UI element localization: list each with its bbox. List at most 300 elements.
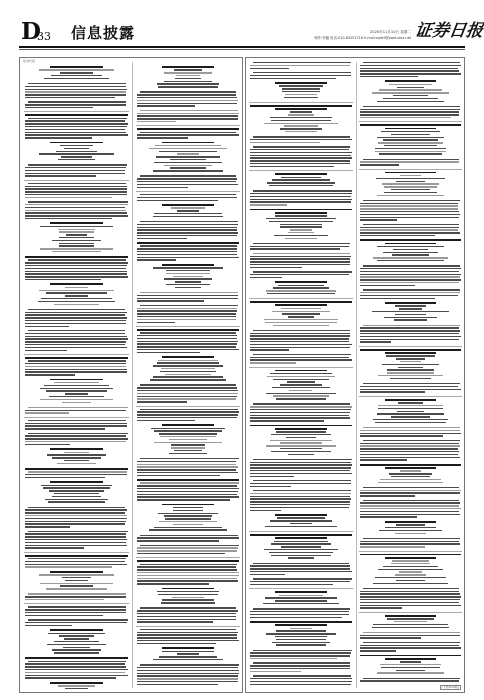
fine-print-line — [177, 210, 199, 211]
fine-print-line — [270, 117, 332, 118]
fine-print-line — [64, 452, 90, 453]
fine-print-line — [28, 201, 128, 202]
fine-print-line — [63, 647, 90, 648]
fine-print-line — [25, 94, 126, 95]
fine-print-line — [25, 564, 127, 565]
fine-print-line — [56, 151, 97, 152]
fine-print-line — [274, 541, 329, 542]
fine-print-line — [137, 610, 238, 611]
fine-print-line — [162, 204, 214, 206]
fine-print-line — [137, 398, 236, 399]
fine-print-line — [28, 531, 128, 532]
fine-print-line — [375, 148, 447, 149]
fine-print-line — [41, 485, 111, 486]
fine-print-line — [140, 458, 239, 459]
fine-print-line — [153, 659, 223, 660]
fine-print-line — [54, 304, 99, 305]
fine-print-line — [266, 393, 336, 394]
fine-print-line — [266, 218, 336, 219]
fine-print-line — [275, 370, 327, 372]
fine-print-line — [25, 279, 101, 280]
fine-print-line — [137, 569, 237, 570]
fine-print-line — [137, 134, 239, 135]
fine-print-line — [57, 463, 96, 464]
fine-print-line — [250, 681, 352, 682]
fine-print-line — [396, 358, 424, 359]
fine-print-line — [385, 557, 437, 559]
fine-print-line — [44, 385, 110, 386]
announcement-separator — [249, 588, 353, 589]
fine-print-line — [385, 128, 437, 130]
fine-print-line — [162, 588, 214, 590]
fine-print-line — [157, 591, 219, 592]
fine-print-line — [25, 194, 127, 195]
fine-print-line — [47, 644, 106, 645]
announcement-separator — [136, 406, 240, 407]
fine-print-line — [25, 609, 126, 610]
fine-print-line — [250, 406, 352, 407]
fine-print-line — [25, 666, 126, 667]
fine-print-line — [54, 652, 100, 653]
announcement-separator — [359, 121, 462, 122]
fine-print-line — [173, 524, 204, 525]
announcement-separator — [359, 169, 462, 170]
fine-print-line — [137, 583, 209, 584]
fine-print-line — [363, 224, 459, 225]
fine-print-line — [140, 194, 236, 195]
fine-print-line — [137, 494, 237, 495]
fine-print-line — [275, 82, 327, 84]
fine-print-line — [45, 499, 108, 500]
fine-print-line — [379, 153, 442, 154]
fine-print-line — [284, 125, 319, 126]
fine-print-line — [360, 591, 459, 592]
fine-print-line — [376, 178, 446, 179]
fine-print-line — [162, 356, 214, 358]
fine-print-line — [270, 373, 333, 374]
fine-print-line — [263, 603, 340, 604]
fine-print-line — [28, 619, 128, 620]
announcement-separator — [136, 125, 240, 126]
fine-print-line — [25, 366, 126, 367]
fine-print-line — [250, 409, 351, 410]
fine-print-line — [360, 285, 415, 286]
fine-print-line — [253, 146, 350, 147]
fine-print-line — [250, 498, 351, 499]
fine-print-line — [265, 597, 337, 598]
fine-print-line — [363, 440, 460, 441]
fine-print-line — [40, 226, 113, 227]
fine-print-line — [360, 239, 461, 241]
fine-print-line — [25, 542, 126, 543]
fine-print-line — [25, 612, 126, 613]
fine-print-line — [173, 510, 203, 511]
fine-print-line — [157, 83, 219, 84]
fine-print-line — [66, 234, 87, 235]
fine-print-line — [137, 298, 238, 299]
fine-print-line — [360, 333, 459, 334]
fine-print-line — [275, 537, 327, 539]
fine-print-line — [392, 560, 430, 561]
fine-print-line — [267, 376, 335, 377]
fine-print-line — [280, 384, 322, 385]
fine-print-line — [64, 460, 89, 461]
announcement-separator — [136, 626, 240, 627]
fine-print-line — [137, 461, 236, 462]
fine-print-line — [396, 524, 426, 525]
fine-print-line — [390, 378, 430, 379]
fine-print-line — [264, 123, 339, 124]
fine-print-line — [25, 256, 128, 258]
fine-print-line — [25, 521, 126, 522]
fine-print-line — [171, 444, 206, 445]
fine-print-line — [360, 336, 461, 337]
fine-print-line — [137, 417, 237, 418]
fine-print-line — [140, 482, 239, 483]
fine-print-line — [360, 282, 459, 283]
fine-print-line — [360, 68, 458, 69]
fine-print-line — [39, 574, 113, 575]
fine-print-line — [50, 379, 103, 381]
fine-print-line — [384, 145, 438, 146]
announcement-separator — [249, 367, 353, 368]
fine-print-line — [153, 216, 223, 217]
fine-print-line — [25, 186, 127, 187]
fine-print-line — [140, 332, 236, 333]
fine-print-line — [174, 69, 203, 70]
announcement-separator — [24, 180, 129, 181]
fine-print-line — [250, 584, 333, 585]
fine-print-line — [140, 409, 238, 410]
fine-print-line — [154, 442, 223, 443]
fine-print-line — [25, 657, 128, 659]
fine-print-line — [276, 431, 326, 432]
fine-print-line — [378, 142, 444, 143]
fine-print-line — [150, 379, 227, 380]
fine-print-line — [360, 635, 460, 636]
fine-print-line — [25, 215, 128, 216]
announcement-separator — [359, 612, 462, 613]
fine-print-line — [140, 221, 238, 222]
fine-print-line — [360, 650, 396, 651]
fine-print-line — [58, 159, 95, 160]
fine-print-line — [395, 314, 426, 315]
fine-print-line — [363, 487, 459, 488]
fine-print-line — [25, 218, 112, 219]
fine-print-line — [169, 453, 207, 454]
fine-print-line — [25, 137, 92, 138]
fine-print-line — [270, 520, 332, 521]
announcement-separator — [249, 170, 353, 171]
fine-print-line — [275, 428, 327, 430]
fine-print-line — [360, 602, 459, 603]
fine-print-line — [360, 433, 461, 434]
fine-print-line — [25, 468, 128, 470]
fine-print-line — [137, 187, 188, 188]
fine-print-line — [253, 650, 352, 651]
announcement-separator — [136, 191, 240, 192]
fine-print-line — [250, 344, 352, 345]
fine-print-line — [385, 658, 437, 660]
fine-print-line — [25, 347, 127, 348]
fine-print-line — [253, 563, 349, 564]
announcement-separator — [249, 298, 353, 299]
fine-print-line — [385, 615, 437, 617]
fine-print-line — [140, 535, 238, 536]
fine-print-line — [137, 670, 239, 671]
fine-print-line — [398, 402, 423, 403]
fine-print-line — [250, 362, 296, 363]
fine-print-line — [137, 313, 236, 314]
fine-print-line — [250, 142, 320, 143]
fine-print-line — [267, 182, 335, 183]
fine-print-line — [59, 635, 94, 636]
fine-print-line — [137, 310, 237, 311]
fine-print-line — [137, 295, 238, 296]
fine-print-line — [360, 211, 459, 212]
fine-print-line — [383, 566, 437, 567]
fine-print-line — [137, 229, 237, 230]
fine-print-line — [25, 341, 126, 342]
fine-print-line — [25, 555, 128, 557]
fine-print-line — [137, 491, 238, 492]
fine-print-line — [375, 422, 446, 423]
fine-print-line — [25, 129, 125, 130]
fine-print-line — [360, 655, 461, 657]
fine-print-line — [250, 267, 302, 268]
continued-page-tag: (下转D34版) — [441, 685, 459, 689]
fine-print-line — [65, 393, 87, 394]
fine-print-line — [363, 383, 460, 384]
fine-print-line — [275, 600, 327, 601]
fine-print-line — [282, 88, 319, 89]
fine-print-line — [400, 361, 422, 362]
fine-print-line — [360, 109, 460, 110]
fine-print-line — [250, 496, 350, 497]
fine-print-line — [360, 271, 459, 272]
fine-print-line — [59, 243, 94, 244]
fine-print-line — [162, 647, 214, 649]
fine-print-line — [158, 594, 218, 595]
fine-print-line — [386, 355, 434, 356]
fine-print-line — [360, 214, 460, 215]
fine-print-line — [50, 142, 103, 144]
fine-print-line — [250, 614, 349, 615]
fine-print-line — [25, 89, 127, 90]
fine-print-line — [253, 490, 351, 491]
fine-print-line — [363, 500, 459, 501]
fine-print-line — [253, 662, 350, 663]
fine-print-line — [360, 430, 460, 431]
fine-print-line — [275, 108, 327, 110]
fine-print-line — [360, 274, 461, 275]
announcement-panel-left — [19, 57, 243, 693]
fine-print-line — [25, 438, 128, 439]
fine-print-line — [174, 450, 203, 451]
fine-print-line — [155, 145, 221, 146]
fine-print-line — [25, 477, 105, 478]
fine-print-line — [275, 636, 327, 637]
fine-print-line — [28, 407, 128, 408]
fine-print-line — [363, 588, 459, 589]
fine-print-line — [282, 313, 319, 314]
fine-print-line — [288, 316, 313, 317]
fine-print-line — [50, 283, 103, 285]
fine-print-line — [166, 273, 210, 274]
fine-print-line — [394, 319, 426, 320]
fine-print-line — [281, 308, 321, 309]
fine-print-line — [290, 628, 313, 629]
fine-print-line — [25, 323, 126, 324]
fine-print-line — [250, 671, 301, 672]
fine-print-line — [281, 177, 321, 178]
fine-print-line — [281, 546, 320, 547]
fine-print-line — [385, 80, 437, 82]
fine-print-line — [250, 504, 350, 505]
fine-print-line — [41, 298, 112, 299]
fine-print-line — [28, 360, 126, 361]
fine-print-line — [65, 287, 88, 288]
fine-print-line — [385, 352, 437, 354]
fine-print-line — [396, 181, 426, 182]
fine-print-line — [137, 227, 237, 228]
fine-print-line — [154, 213, 221, 214]
section-number: 33 — [37, 30, 51, 43]
fine-print-line — [250, 470, 350, 471]
fine-print-line — [137, 553, 225, 554]
fine-print-line — [360, 647, 461, 648]
fine-print-line — [25, 262, 128, 263]
fine-print-line — [25, 526, 70, 527]
fine-print-line — [250, 467, 351, 468]
fine-print-line — [360, 514, 460, 515]
fine-print-line — [162, 264, 214, 266]
fine-print-line — [269, 185, 334, 186]
fine-print-line — [39, 153, 113, 154]
fine-print-line — [360, 205, 458, 206]
fine-print-line — [172, 597, 203, 598]
fine-print-line — [250, 105, 352, 107]
fine-print-line — [25, 134, 128, 135]
fine-print-line — [377, 672, 444, 673]
fine-print-line — [276, 398, 325, 399]
fine-print-line — [137, 137, 188, 138]
fine-print-line — [137, 547, 238, 548]
fine-print-line — [363, 265, 460, 266]
fine-print-line — [25, 167, 126, 168]
fine-print-line — [360, 637, 421, 638]
fine-print-line — [380, 664, 441, 665]
fine-print-line — [253, 354, 351, 355]
fine-print-line — [165, 374, 211, 375]
fine-print-line — [393, 249, 429, 250]
fine-print-line — [253, 136, 350, 137]
fine-print-line — [137, 401, 187, 402]
fine-print-line — [137, 257, 239, 258]
fine-print-line — [61, 156, 92, 157]
fine-print-line — [253, 190, 352, 191]
fine-print-line — [360, 490, 461, 491]
fine-print-line — [137, 684, 218, 685]
fine-print-line — [173, 276, 203, 277]
fine-print-line — [250, 462, 351, 463]
fine-print-line — [25, 596, 126, 597]
fine-print-line — [360, 217, 459, 218]
fine-print-line — [158, 360, 218, 361]
fine-print-line — [25, 509, 127, 510]
fine-print-line — [44, 78, 108, 79]
fine-print-line — [59, 231, 94, 232]
fine-print-line — [363, 325, 460, 326]
fine-print-line — [271, 451, 332, 452]
fine-print-line — [25, 566, 112, 567]
fine-print-line — [373, 257, 448, 258]
fine-print-line — [270, 440, 332, 441]
fine-print-line — [285, 94, 317, 95]
fine-print-line — [275, 281, 327, 283]
fine-print-line — [360, 599, 460, 600]
fine-print-line — [137, 259, 176, 260]
fine-print-line — [385, 521, 437, 523]
announcement-panel-right — [245, 57, 465, 693]
fine-print-line — [137, 619, 236, 620]
fine-print-line — [50, 448, 103, 450]
fine-print-line — [40, 248, 113, 249]
fine-print-line — [360, 457, 460, 458]
fine-print-line — [28, 507, 125, 508]
fine-print-line — [137, 475, 220, 476]
fine-print-line — [360, 349, 461, 351]
fine-print-line — [25, 369, 127, 370]
fine-print-line — [250, 149, 349, 150]
fine-print-line — [28, 118, 127, 119]
fine-print-line — [25, 371, 127, 372]
fine-print-line — [250, 507, 349, 508]
fine-print-line — [378, 569, 444, 570]
fine-print-line — [164, 278, 212, 279]
fine-print-line — [25, 561, 125, 562]
fine-print-line — [137, 118, 238, 119]
fine-print-line — [276, 644, 325, 645]
fine-print-line — [273, 325, 328, 326]
fine-print-line — [140, 91, 236, 92]
fine-print-line — [137, 100, 238, 101]
fine-print-line — [25, 268, 126, 269]
fine-print-line — [250, 486, 291, 487]
fine-print-line — [64, 638, 88, 639]
fine-print-line — [177, 153, 200, 154]
fine-print-line — [140, 564, 237, 565]
fine-print-line — [137, 621, 213, 622]
fine-print-line — [360, 70, 459, 71]
fine-print-line — [253, 72, 351, 73]
fine-print-line — [25, 663, 125, 664]
fine-print-line — [25, 474, 127, 475]
announcement-separator — [24, 417, 129, 418]
fine-print-line — [360, 292, 460, 293]
fine-print-line — [395, 574, 426, 575]
fine-print-line — [158, 513, 219, 514]
fine-print-line — [137, 469, 236, 470]
fine-print-line — [25, 317, 127, 318]
fine-print-line — [271, 120, 331, 121]
fine-print-line — [25, 97, 115, 98]
fine-print-line — [137, 572, 239, 573]
fine-print-line — [50, 222, 103, 224]
fine-print-line — [250, 493, 351, 494]
fine-print-line — [250, 501, 350, 502]
fine-print-line — [253, 243, 350, 244]
